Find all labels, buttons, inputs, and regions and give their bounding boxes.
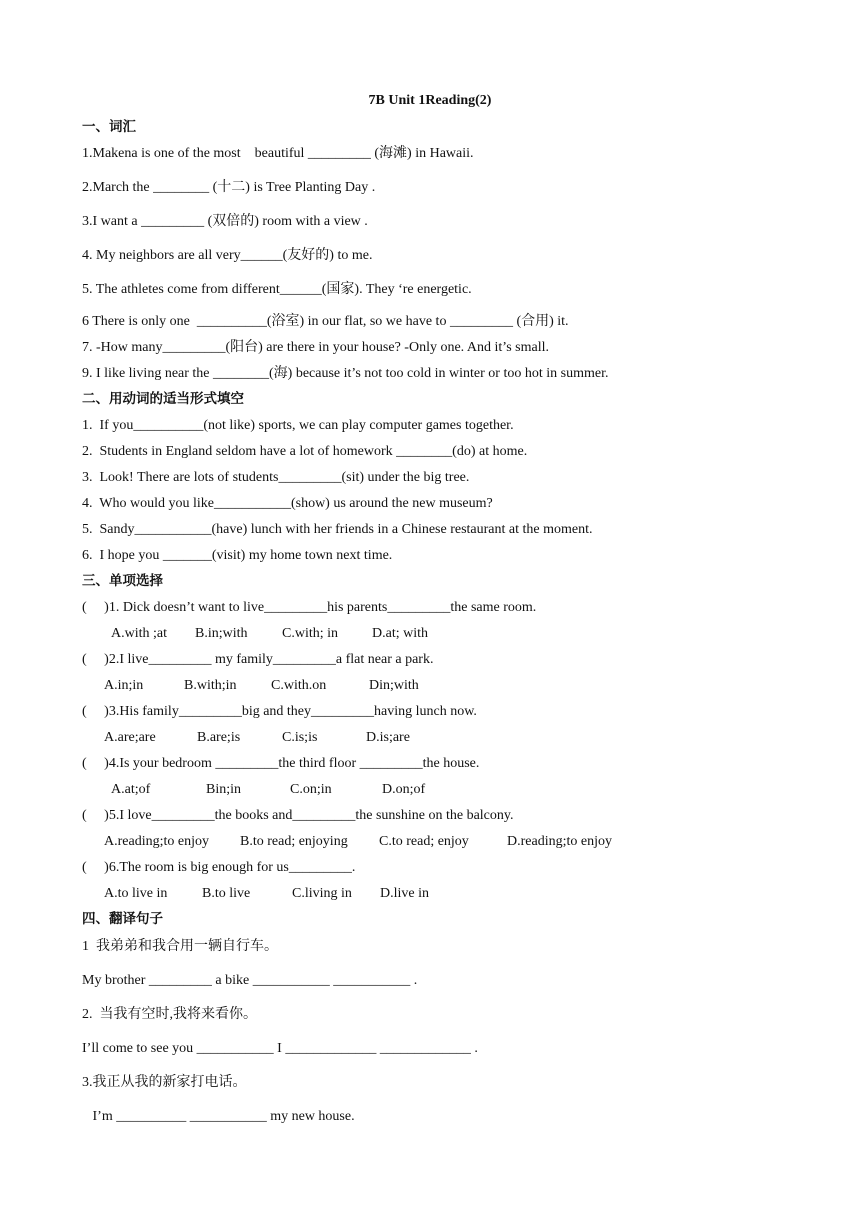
choice-option: A.at;of (111, 782, 151, 797)
choice-option: C.with; in (282, 626, 339, 641)
choice-option: D.on;of (382, 782, 426, 797)
verb-item: 5. Sandy___________(have) lunch with her friends in a Chinese restaurant at the moment. (82, 522, 593, 537)
choice-option: Din;with (369, 678, 419, 693)
translate-english-blank: My brother _________ a bike ___________ ___________ . (82, 973, 418, 988)
choice-option: C.with.on (271, 678, 327, 693)
verb-item: 1. If you__________(not like) sports, we can play computer games together. (82, 418, 514, 433)
choice-option: A.are;are (104, 730, 156, 745)
section-heading-vocab: 一、词汇 (82, 119, 136, 135)
choice-question-stem: ( )1. Dick doesn’t want to live_________his parents_________the same room. (82, 600, 537, 615)
choice-question-stem: ( )3.His family_________big and they_________having lunch now. (82, 704, 477, 719)
choice-question-stem: ( )5.I love_________the books and_________the sunshine on the balcony. (82, 808, 514, 823)
choice-option: B.in;with (195, 626, 248, 641)
section-heading-verbs: 二、用动词的适当形式填空 (82, 391, 244, 407)
choice-option: C.living in (292, 886, 352, 901)
vocab-item: 2.March the ________ (十二) is Tree Planting Day . (82, 180, 376, 195)
vocab-item: 1.Makena is one of the most beautiful _________ (海滩) in Hawaii. (82, 146, 474, 161)
verb-item: 6. I hope you _______(visit) my home town next time. (82, 548, 393, 563)
translate-chinese: 1 我弟弟和我合用一辆自行车。 (82, 939, 278, 954)
vocab-item: 3.I want a _________ (双倍的) room with a view . (82, 214, 368, 229)
translate-english-blank: I’m __________ ___________ my new house. (82, 1109, 355, 1124)
choice-option: A.reading;to enjoy (104, 834, 209, 849)
choice-option: C.is;is (282, 730, 318, 745)
choice-option: B.to live (202, 886, 251, 901)
choice-option: C.to read; enjoy (379, 834, 469, 849)
choice-option: B.are;is (197, 730, 241, 745)
section-heading-choice: 三、单项选择 (82, 573, 163, 589)
worksheet-title: 7B Unit 1Reading(2) (368, 93, 492, 108)
vocab-item: 7. -How many_________(阳台) are there in your house? -Only one. And it’s small. (82, 340, 549, 355)
vocab-item: 5. The athletes come from different______(国家). They ‘re energetic. (82, 282, 472, 297)
verb-item: 4. Who would you like___________(show) us around the new museum? (82, 496, 493, 511)
choice-option: C.on;in (290, 782, 332, 797)
translate-chinese: 2. 当我有空时,我将来看你。 (82, 1007, 257, 1022)
vocab-item: 9. I like living near the ________(海) because it’s not too cold in winter or too hot in summer. (82, 366, 609, 381)
choice-option: A.with ;at (111, 626, 167, 641)
choice-option: D.at; with (372, 626, 428, 641)
translate-chinese: 3.我正从我的新家打电话。 (82, 1075, 247, 1090)
choice-option: A.in;in (104, 678, 144, 693)
verb-item: 2. Students in England seldom have a lot of homework ________(do) at home. (82, 444, 528, 459)
section-heading-translate: 四、翻译句子 (82, 911, 163, 927)
translate-english-blank: I’ll come to see you ___________ I _____________ _____________ . (82, 1041, 478, 1056)
choice-option: D.live in (380, 886, 429, 901)
choice-option: D.reading;to enjoy (507, 834, 612, 849)
vocab-item: 6 There is only one __________(浴室) in our flat, so we have to _________ (合用) it. (82, 314, 569, 329)
choice-option: B.with;in (184, 678, 237, 693)
choice-option: Bin;in (206, 782, 242, 797)
choice-option: D.is;are (366, 730, 410, 745)
vocab-item: 4. My neighbors are all very______(友好的) to me. (82, 248, 373, 263)
choice-question-stem: ( )4.Is your bedroom _________the third floor _________the house. (82, 756, 480, 771)
verb-item: 3. Look! There are lots of students_________(sit) under the big tree. (82, 470, 470, 485)
choice-option: A.to live in (104, 886, 168, 901)
choice-question-stem: ( )2.I live_________ my family_________a flat near a park. (82, 652, 434, 667)
choice-question-stem: ( )6.The room is big enough for us_________. (82, 860, 356, 875)
choice-option: B.to read; enjoying (240, 834, 348, 849)
